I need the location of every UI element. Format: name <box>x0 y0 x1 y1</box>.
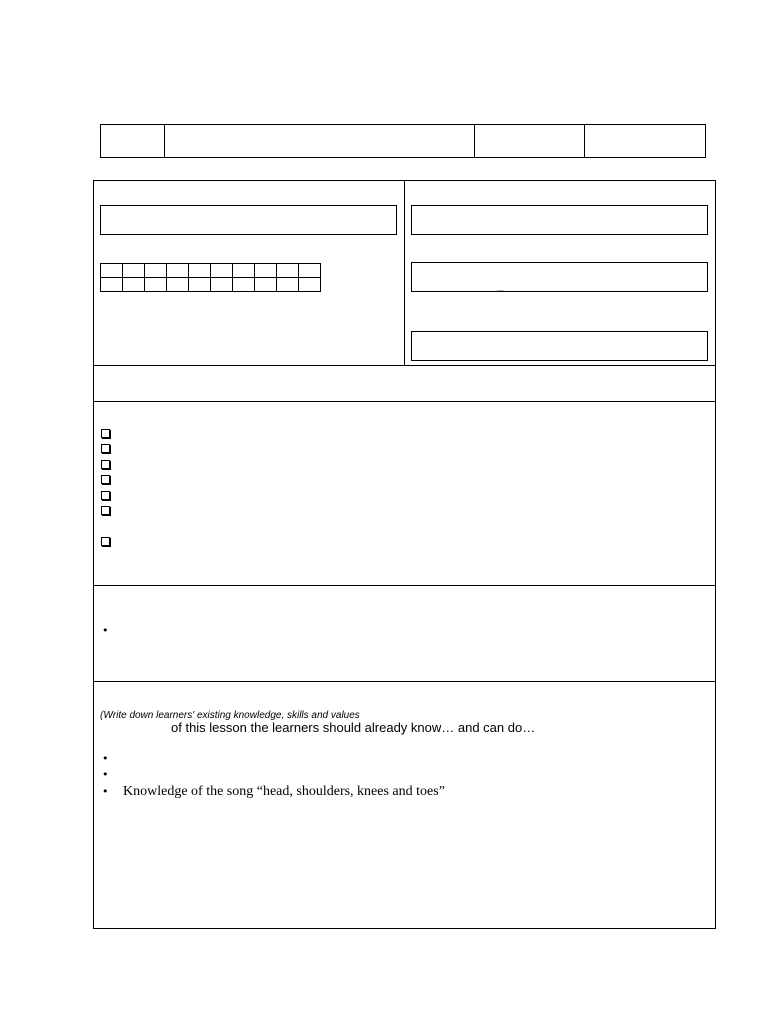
date-grid <box>100 263 321 292</box>
header-divider <box>164 124 165 158</box>
top-section-divider <box>404 180 405 366</box>
grid-cell[interactable] <box>277 264 299 278</box>
grid-cell[interactable] <box>145 278 167 292</box>
grid-cell[interactable] <box>233 264 255 278</box>
grid-cell[interactable] <box>167 264 189 278</box>
grid-cell[interactable] <box>123 264 145 278</box>
header-table <box>100 124 706 158</box>
grid-cell[interactable] <box>299 278 321 292</box>
grid-cell[interactable] <box>189 264 211 278</box>
right-field-3[interactable] <box>411 331 708 361</box>
grid-cell[interactable] <box>255 278 277 292</box>
prior-knowledge-item: Knowledge of the song “head, shoulders, knees and toes” <box>123 784 445 799</box>
prior-knowledge-note: (Write down learners' existing knowledge, skills and values <box>100 710 360 721</box>
bullet-icon: • <box>102 752 109 765</box>
grid-cell[interactable] <box>101 278 123 292</box>
grid-cell[interactable] <box>255 264 277 278</box>
grid-cell[interactable] <box>299 264 321 278</box>
checkbox[interactable] <box>101 491 110 500</box>
grid-row <box>101 264 321 278</box>
grid-cell[interactable] <box>145 264 167 278</box>
right-field-1[interactable] <box>411 205 708 235</box>
grid-cell[interactable] <box>211 278 233 292</box>
field-marker: _ <box>497 278 504 292</box>
checkbox[interactable] <box>101 475 110 484</box>
bullet-icon: • <box>102 624 109 637</box>
grid-cell[interactable] <box>277 278 299 292</box>
checkbox[interactable] <box>101 460 110 469</box>
grid-cell[interactable] <box>189 278 211 292</box>
grid-cell[interactable] <box>167 278 189 292</box>
header-divider <box>474 124 475 158</box>
header-divider <box>584 124 585 158</box>
checkbox[interactable] <box>101 444 110 453</box>
left-field[interactable] <box>100 205 397 235</box>
right-field-2[interactable] <box>411 262 708 292</box>
checkbox[interactable] <box>101 429 110 438</box>
bullet-icon: • <box>102 785 109 798</box>
checkbox[interactable] <box>101 506 110 515</box>
grid-cell[interactable] <box>233 278 255 292</box>
section-divider <box>93 681 716 682</box>
grid-cell[interactable] <box>211 264 233 278</box>
section-divider <box>93 585 716 586</box>
grid-cell[interactable] <box>101 264 123 278</box>
grid-row <box>101 278 321 292</box>
checkbox[interactable] <box>101 537 110 546</box>
grid-cell[interactable] <box>123 278 145 292</box>
bullet-icon: • <box>102 768 109 781</box>
prior-knowledge-intro: of this lesson the learners should already know… and can do… <box>171 720 536 735</box>
section-divider <box>93 401 716 402</box>
section-divider <box>93 365 716 366</box>
